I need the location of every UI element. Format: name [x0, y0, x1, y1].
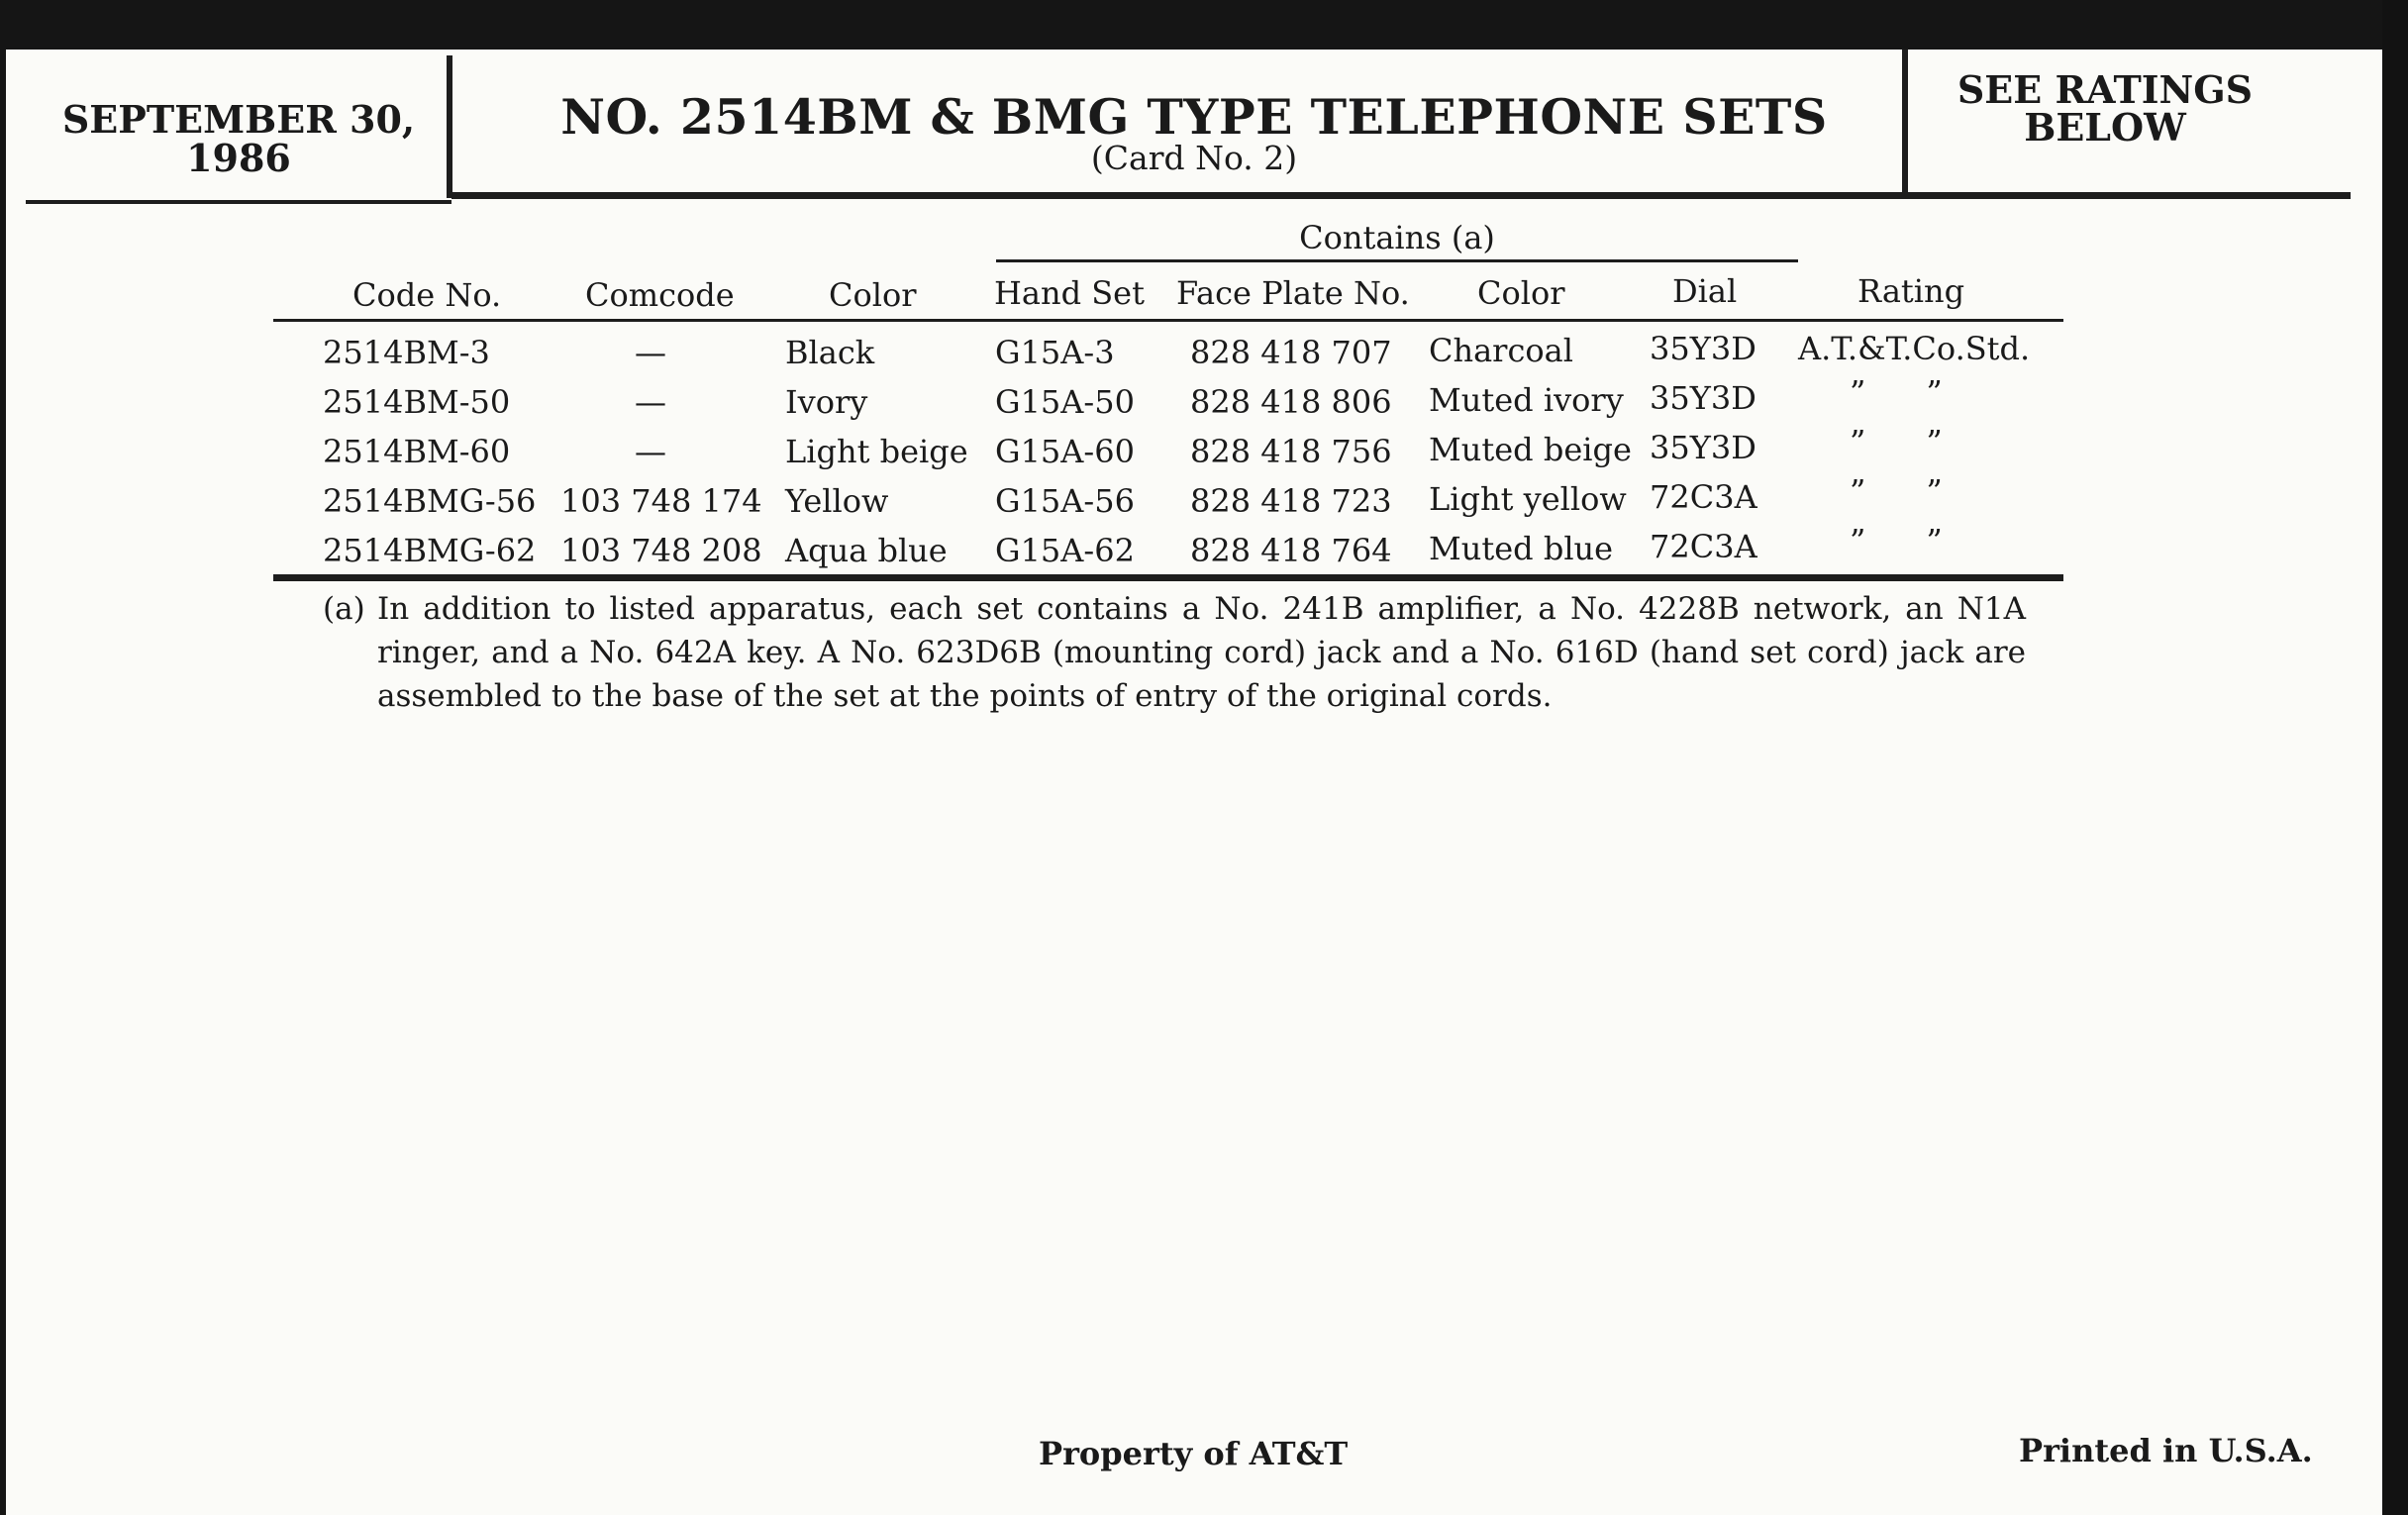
- cell-contains-color: Muted blue: [1429, 530, 1614, 567]
- scan-border-right: [2382, 0, 2408, 1515]
- column-header-code-no: Code No.: [352, 276, 502, 314]
- cell-code-no: 2514BMG-62: [323, 532, 537, 569]
- cell-color: Ivory: [785, 383, 868, 421]
- cell-rating: ” ”: [1850, 423, 1943, 460]
- contains-group-rule: [996, 259, 1798, 262]
- cell-dial: 72C3A: [1650, 528, 1757, 565]
- cell-dial: 35Y3D: [1650, 330, 1756, 367]
- cell-rating: ” ”: [1850, 373, 1943, 411]
- cell-dial: 35Y3D: [1650, 429, 1756, 466]
- cell-hand-set: G15A-50: [995, 383, 1135, 421]
- footer-ownership: Property of AT&T: [1039, 1435, 1349, 1472]
- card-number: (Card No. 2): [1090, 139, 1298, 177]
- cell-code-no: 2514BM-60: [323, 433, 511, 470]
- cell-hand-set: G15A-62: [995, 532, 1135, 569]
- footer-printed-in: Printed in U.S.A.: [2019, 1432, 2313, 1469]
- table-header-rule: [273, 319, 2063, 322]
- cell-color: Black: [785, 334, 875, 371]
- cell-color: Aqua blue: [785, 532, 948, 569]
- cell-rating: A.T.&T.Co.Std.: [1798, 330, 2031, 367]
- cell-hand-set: G15A-56: [995, 482, 1135, 520]
- cell-hand-set: G15A-3: [995, 334, 1115, 371]
- cell-hand-set: G15A-60: [995, 433, 1135, 470]
- cell-contains-color: Muted beige: [1429, 431, 1632, 468]
- ratings-note-line2: BELOW: [2024, 105, 2186, 150]
- cell-face-plate-no: 828 418 707: [1190, 334, 1392, 371]
- column-header-dial: Dial: [1672, 272, 1738, 310]
- column-header-comcode: Comcode: [585, 276, 735, 314]
- cell-code-no: 2514BMG-56: [323, 482, 537, 520]
- ratings-note-line1: SEE RATINGS: [1956, 67, 2254, 112]
- contains-group-header: Contains (a): [1299, 219, 1495, 256]
- document-card: [6, 50, 2382, 1515]
- cell-comcode: 103 748 208: [560, 532, 762, 569]
- cell-face-plate-no: 828 418 806: [1190, 383, 1392, 421]
- cell-color: Yellow: [785, 482, 889, 520]
- apparatus-table: [6, 50, 2382, 1040]
- cell-rating: ” ”: [1850, 522, 1943, 559]
- column-header-rating: Rating: [1857, 272, 1965, 310]
- cell-comcode: —: [635, 383, 666, 421]
- cell-color: Light beige: [785, 433, 968, 470]
- cell-dial: 72C3A: [1650, 478, 1757, 516]
- footnote-label: (a): [323, 591, 365, 627]
- cell-code-no: 2514BM-50: [323, 383, 511, 421]
- cell-dial: 35Y3D: [1650, 379, 1756, 417]
- cell-contains-color: Muted ivory: [1429, 381, 1624, 419]
- column-header-contains-color: Color: [1477, 274, 1565, 312]
- cell-comcode: —: [635, 433, 666, 470]
- cell-contains-color: Light yellow: [1429, 480, 1627, 518]
- cell-face-plate-no: 828 418 756: [1190, 433, 1392, 470]
- table-bottom-rule: [273, 574, 2063, 581]
- issue-date-line2: 1986: [186, 136, 291, 180]
- cell-comcode: 103 748 174: [560, 482, 762, 520]
- column-header-face-plate-no: Face Plate No.: [1176, 274, 1410, 312]
- column-header-color: Color: [829, 276, 917, 314]
- page-title: NO. 2514BM & BMG TYPE TELEPHONE SETS: [560, 88, 1828, 146]
- cell-comcode: —: [635, 334, 666, 371]
- cell-code-no: 2514BM-3: [323, 334, 490, 371]
- column-header-hand-set: Hand Set: [994, 274, 1145, 312]
- cell-face-plate-no: 828 418 723: [1190, 482, 1392, 520]
- issue-date-line1: SEPTEMBER 30,: [61, 97, 416, 142]
- footnote-text: In addition to listed apparatus, each set contains a No. 241B amplifier, a No. 4228B network, an N1A ringer, and a No. 642A key. A No. 623D6B (mounting cord) jack and a No. 616D (hand set cord) jack are assembled to the base of the set at the points of entry of the original cords.: [377, 591, 2026, 714]
- cell-contains-color: Charcoal: [1429, 332, 1573, 369]
- cell-rating: ” ”: [1850, 472, 1943, 510]
- cell-face-plate-no: 828 418 764: [1190, 532, 1392, 569]
